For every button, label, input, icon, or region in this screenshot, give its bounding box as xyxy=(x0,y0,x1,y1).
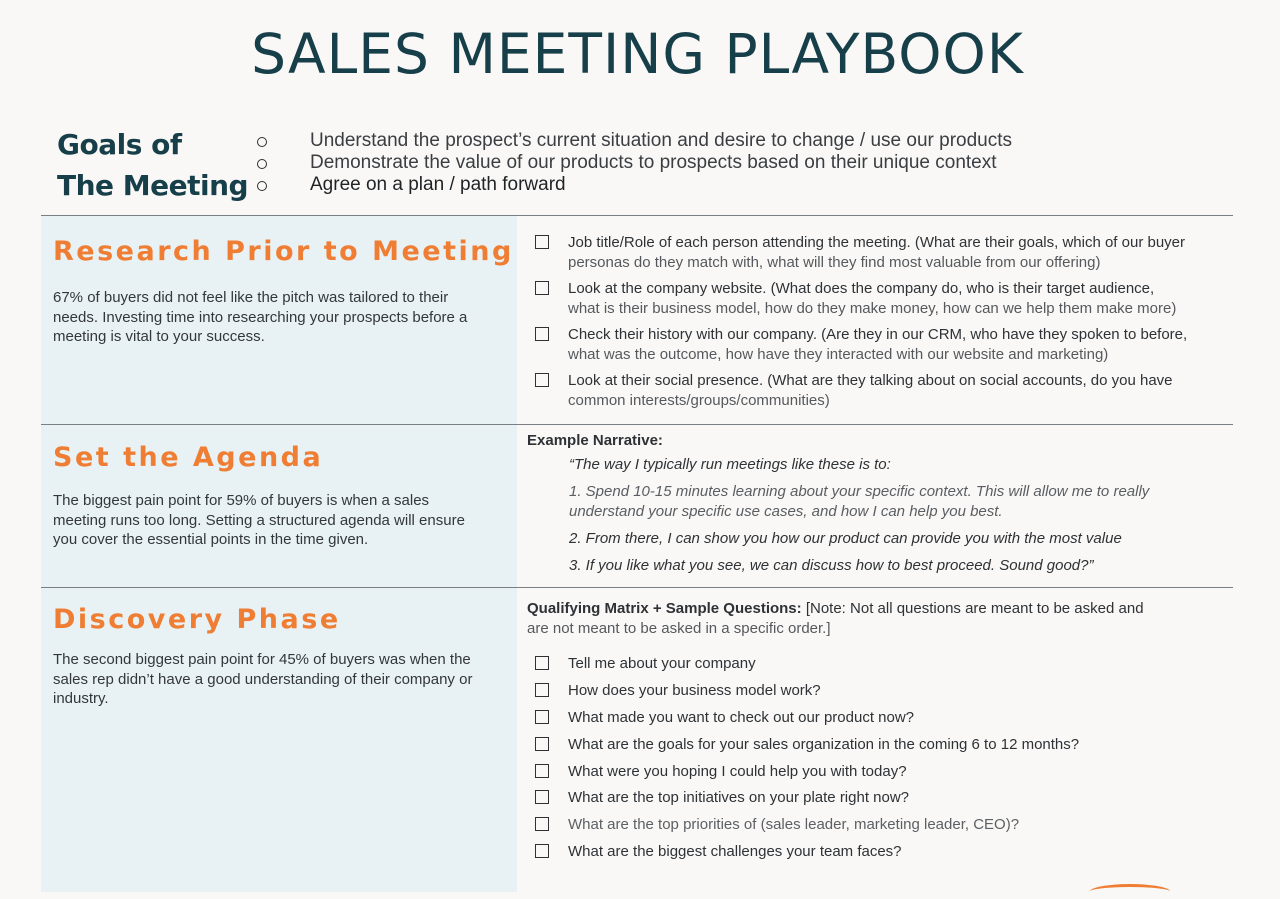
narrative-step-1 xyxy=(569,482,1209,521)
checkbox[interactable] xyxy=(535,737,549,751)
checkbox[interactable] xyxy=(535,710,549,724)
research-item-main: Check their history with our company. (Are they in our CRM, who have they spoken to before, xyxy=(568,326,1188,343)
research-item-main: Look at their social presence. (What are they talking about on social accounts, do you have xyxy=(568,372,1173,389)
question-item xyxy=(534,735,1079,755)
question-item xyxy=(534,708,1079,728)
checkbox[interactable] xyxy=(535,844,549,858)
question-item xyxy=(534,815,1079,835)
discovery-description: The second biggest pain point for 45% of buyers was when the sales rep didn’t have a good understanding of their company or industry. xyxy=(53,651,473,707)
question-text: What were you hoping I could help you with today? xyxy=(568,762,907,780)
question-item xyxy=(534,842,1079,862)
agenda-title: Set the Agenda xyxy=(53,442,324,473)
research-item-main: Look at the company website. (What does the company do, who is their target audience, xyxy=(568,280,1155,297)
question-item xyxy=(534,788,1079,808)
narrative-label: Example Narrative: xyxy=(527,432,663,449)
question-text: What are the top initiatives on your plate right now? xyxy=(568,789,910,807)
goals-heading-line2: The Meeting xyxy=(57,169,249,202)
question-item xyxy=(534,681,1079,701)
discovery-title: Discovery Phase xyxy=(53,604,341,635)
research-item-main: Job title/Role of each person attending the meeting. (What are their goals, which of our buyer xyxy=(568,234,1186,251)
research-item-sub: what was the outcome, how have they interacted with our website and marketing) xyxy=(568,345,1109,363)
goals-heading xyxy=(57,124,248,206)
matrix-label: Qualifying Matrix + Sample Questions: xyxy=(527,600,802,617)
qualifying-matrix-label xyxy=(527,599,1227,638)
narrative-step-1-line2: understand your specific use cases, and how I can help you best. xyxy=(569,502,1003,520)
agenda-description: The biggest pain point for 59% of buyers is when a sales meeting runs too long. Setting a structured agenda will ensure you cover the essential points in the time given. xyxy=(53,492,465,548)
question-text: What are the biggest challenges your team faces? xyxy=(568,843,902,861)
narrative-step-3: 3. If you like what you see, we can discuss how to best proceed. Sound good?” xyxy=(569,557,1094,574)
question-text: How does your business model work? xyxy=(568,681,821,699)
checkbox[interactable] xyxy=(535,327,549,341)
research-item xyxy=(534,233,1258,272)
research-checklist xyxy=(534,233,1258,417)
question-text: What are the top priorities of (sales leader, marketing leader, CEO)? xyxy=(568,816,1020,834)
research-item-sub: common interests/groups/communities) xyxy=(568,391,830,409)
narrative-intro: “The way I typically run meetings like these is to: xyxy=(569,456,891,473)
checkbox[interactable] xyxy=(535,764,549,778)
narrative-step-2: 2. From there, I can show you how our product can provide you with the most value xyxy=(569,530,1122,547)
checkbox[interactable] xyxy=(535,683,549,697)
discovery-questions xyxy=(534,654,1079,869)
matrix-note-line2: are not meant to be asked in a specific order.] xyxy=(527,619,831,637)
narrative-step-1-line1: 1. Spend 10-15 minutes learning about your specific context. This will allow me to really xyxy=(569,483,1150,500)
research-item-sub: what is their business model, how do they make money, how can we help them make more) xyxy=(568,299,1177,317)
page-title: SALES MEETING PLAYBOOK xyxy=(251,22,1024,86)
circle-bullet-icon xyxy=(257,181,267,191)
checkbox[interactable] xyxy=(535,790,549,804)
research-item xyxy=(534,279,1258,318)
research-title: Research Prior to Meeting xyxy=(53,236,514,267)
goals-heading-line1: Goals of xyxy=(57,128,182,161)
research-item xyxy=(534,325,1258,364)
question-item xyxy=(534,762,1079,782)
circle-bullet-icon xyxy=(257,137,267,147)
goals-list xyxy=(310,130,1012,196)
matrix-note-line1: [Note: Not all questions are meant to be asked and xyxy=(805,600,1144,617)
goal-item: Demonstrate the value of our products to prospects based on their unique context xyxy=(310,152,997,173)
checkbox[interactable] xyxy=(535,373,549,387)
research-description: 67% of buyers did not feel like the pitch was tailored to their needs. Investing time into researching your prospects before a meeting is vital to your success. xyxy=(53,289,468,345)
research-item xyxy=(534,371,1258,410)
question-text: What made you want to check out our product now? xyxy=(568,708,915,726)
question-text: Tell me about your company xyxy=(568,655,756,672)
checkbox[interactable] xyxy=(535,656,549,670)
research-item-sub: personas do they match with, what will they find most valuable from our offering) xyxy=(568,253,1101,271)
checkbox[interactable] xyxy=(535,817,549,831)
question-item xyxy=(534,654,1079,674)
goal-item: Understand the prospect’s current situation and desire to change / use our products xyxy=(310,130,1013,151)
checkbox[interactable] xyxy=(535,281,549,295)
question-text: What are the goals for your sales organization in the coming 6 to 12 months? xyxy=(568,735,1080,753)
circle-bullet-icon xyxy=(257,159,267,169)
goal-item: Agree on a plan / path forward xyxy=(310,174,566,195)
checkbox[interactable] xyxy=(535,235,549,249)
